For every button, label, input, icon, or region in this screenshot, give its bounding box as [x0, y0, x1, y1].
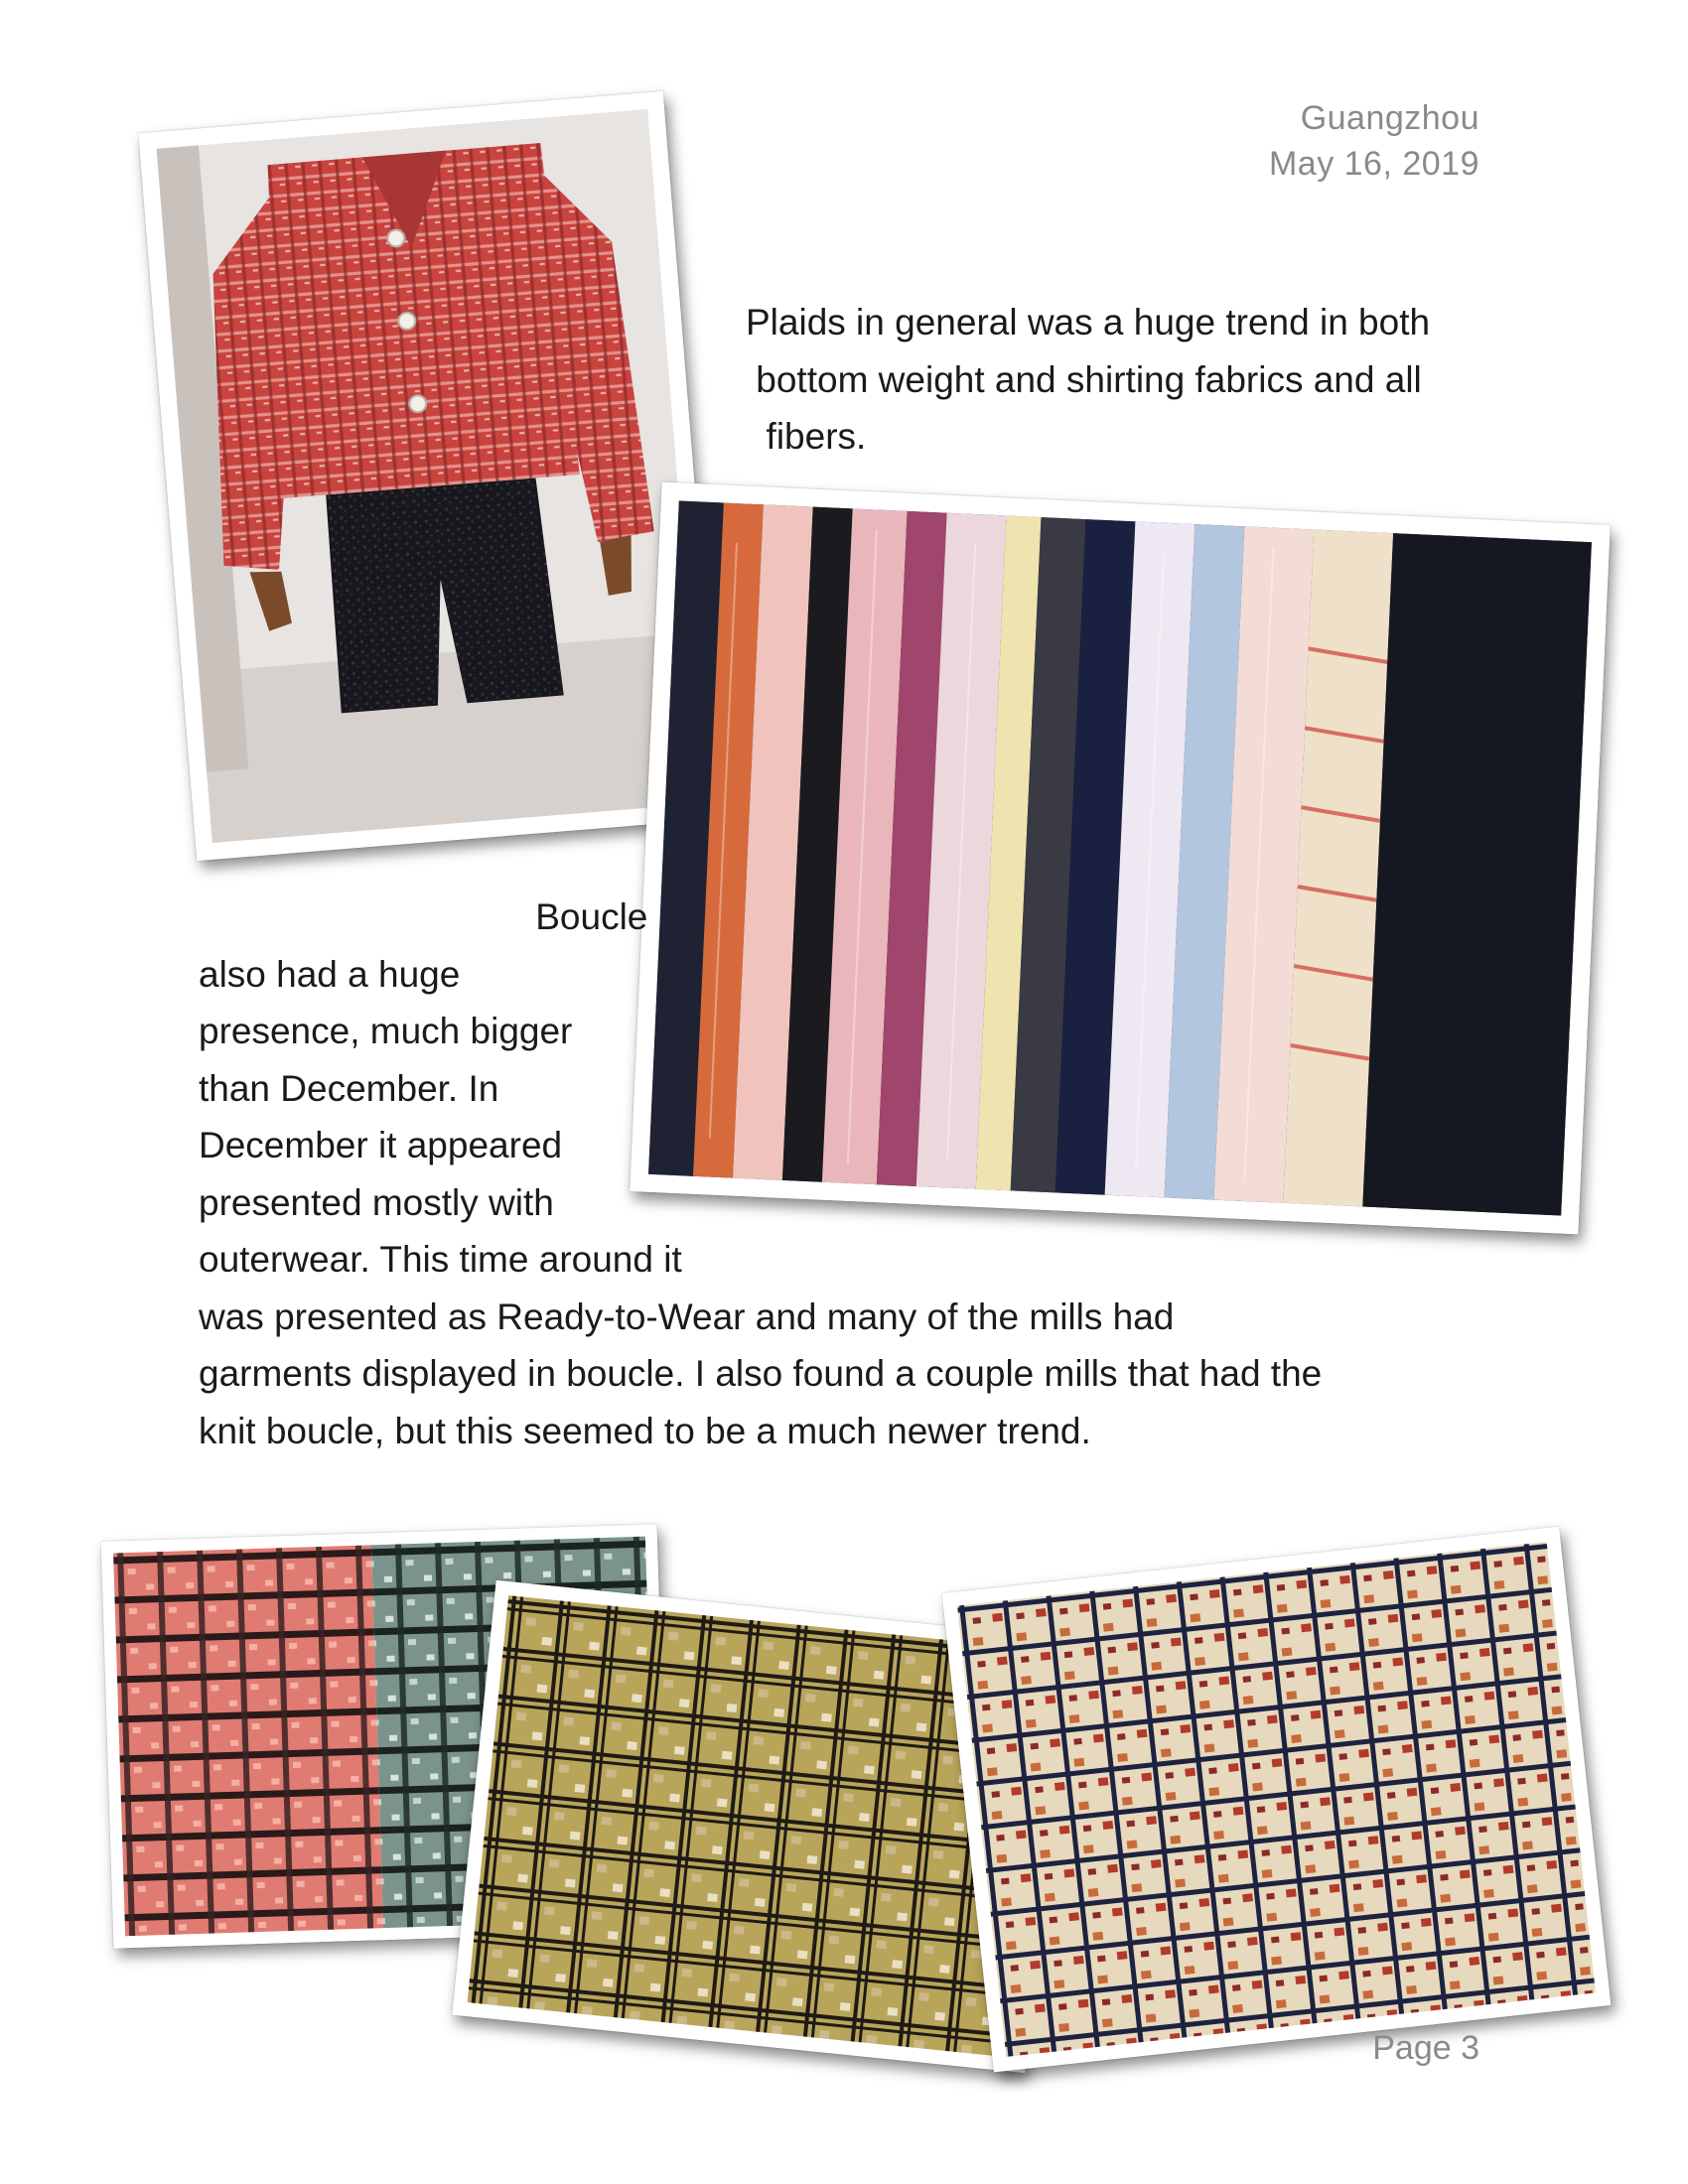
jacket-photo [138, 91, 721, 861]
location-label: Guangzhou [1300, 99, 1479, 137]
boucle-line-5: December it appeared [199, 1125, 563, 1165]
boucle-line-3: presence, much bigger [199, 1011, 573, 1051]
date-label: May 16, 2019 [1268, 145, 1479, 183]
boucle-line-9: garments displayed in boucle. I also found a couple mills that had the [199, 1353, 1323, 1394]
boucle-line-4: than December. In [199, 1067, 499, 1109]
plaids-line-2: bottom weight and shirting fabrics and all [746, 358, 1422, 400]
boucle-line-2: also had a huge [199, 953, 461, 995]
boucle-paragraph [199, 888, 1322, 1459]
plaids-line-1: Plaids in general was a huge trend in both [746, 302, 1431, 342]
plaids-paragraph [746, 294, 1430, 466]
boucle-line-8: was presented as Ready-to-Wear and many of the mills had [199, 1296, 1175, 1337]
page-header [1269, 95, 1479, 187]
navy-red-plaid-image [942, 1527, 1612, 2073]
jacket-photo-image [138, 91, 721, 861]
navy-red-plaid-swatch-photo [942, 1527, 1612, 2073]
boucle-line-7: outerwear. This time around it [199, 1239, 682, 1280]
plaids-line-3: fibers. [746, 416, 867, 457]
boucle-line-1: Boucle [199, 896, 648, 937]
boucle-line-10: knit boucle, but this seemed to be a much newer trend. [199, 1410, 1091, 1451]
boucle-line-6: presented mostly with [199, 1181, 554, 1223]
page-number: Page 3 [1372, 2029, 1479, 2067]
